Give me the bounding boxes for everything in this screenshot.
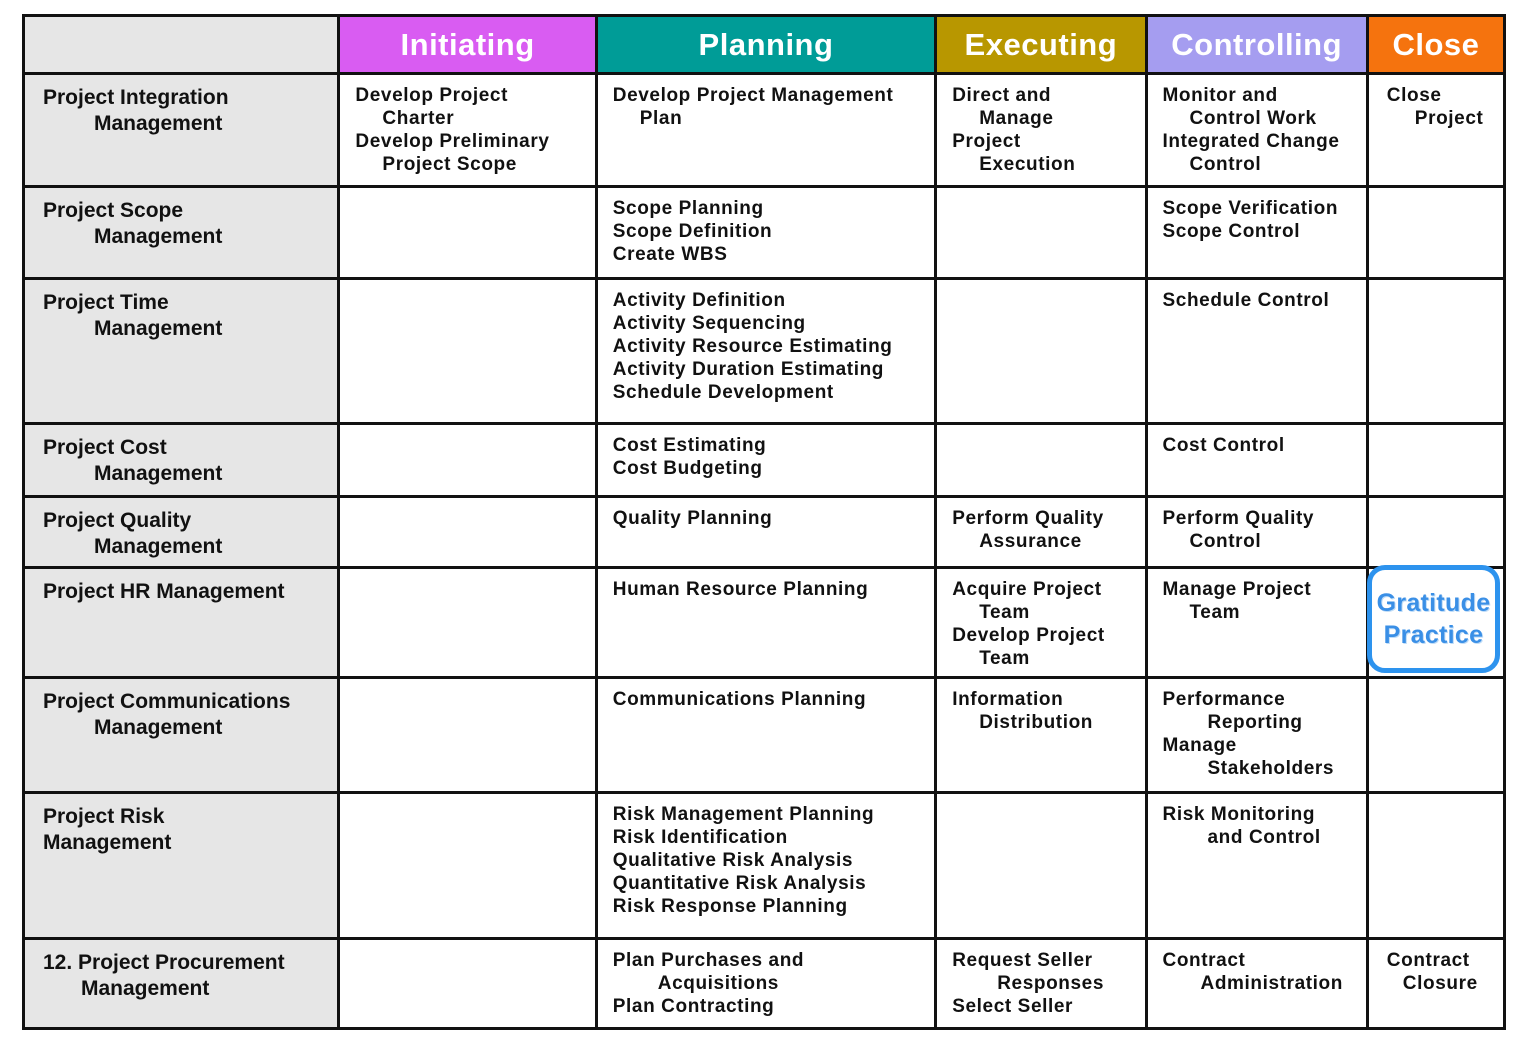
cell-hr-planning: [596, 568, 935, 678]
phase-header-executing: Executing: [936, 16, 1146, 74]
cell-quality-initiating: [339, 497, 596, 568]
process-item: Develop Project: [952, 625, 1105, 646]
process-item: Distribution: [979, 712, 1094, 733]
process-item: Perform Quality: [1162, 508, 1315, 529]
cell-time-initiating: [339, 279, 596, 424]
process-item: Integrated Change: [1162, 131, 1340, 152]
table-row: [24, 424, 1505, 497]
cell-quality-executing: [936, 497, 1146, 568]
process-item: Risk Identification: [612, 827, 788, 848]
cell-quality-planning: [596, 497, 935, 568]
process-item: Performance: [1162, 689, 1286, 710]
cell-quality-close: [1367, 497, 1504, 568]
knowledge-area-time: [24, 279, 339, 424]
area-label: Project Quality: [43, 509, 192, 532]
process-item: Develop Project: [355, 85, 509, 106]
cell-risk-executing: [936, 793, 1146, 939]
phase-header-controlling: Controlling: [1146, 16, 1367, 74]
knowledge-area-quality: [24, 497, 339, 568]
process-item: Information: [952, 689, 1064, 710]
process-item: Risk Monitoring: [1162, 804, 1316, 825]
cell-scope-executing: [936, 187, 1146, 279]
cell-cost-controlling: [1146, 424, 1367, 497]
cell-cost-close: [1367, 424, 1504, 497]
cell-quality-controlling: [1146, 497, 1367, 568]
process-item: Plan: [639, 108, 683, 129]
process-item: Quality Planning: [612, 508, 773, 529]
cell-scope-initiating: [339, 187, 596, 279]
area-label: Project Cost: [43, 436, 167, 459]
cell-cost-executing: [936, 424, 1146, 497]
cell-scope-controlling: [1146, 187, 1367, 279]
cell-hr-executing: [936, 568, 1146, 678]
table-row: [24, 279, 1505, 424]
process-item: Direct and: [952, 85, 1052, 106]
process-item: Team: [1189, 602, 1241, 623]
process-item: Contract: [1386, 950, 1470, 971]
area-label: Management: [94, 535, 223, 558]
knowledge-area-cost: [24, 424, 339, 497]
process-item: Cost Budgeting: [612, 458, 763, 479]
gratitude-label: Gratitude: [1376, 589, 1491, 617]
table-row: [24, 74, 1505, 187]
process-item: Monitor and: [1162, 85, 1278, 106]
cell-scope-planning: [596, 187, 935, 279]
process-item: Closure: [1402, 973, 1478, 994]
cell-hr-initiating: [339, 568, 596, 678]
area-label: Project Risk: [43, 805, 165, 828]
cell-cost-planning: [596, 424, 935, 497]
cell-procurement-close: [1367, 939, 1504, 1029]
cell-time-planning: [596, 279, 935, 424]
process-item: Project: [1414, 108, 1484, 129]
table-row: [24, 678, 1505, 793]
process-item: Control Work: [1189, 108, 1317, 129]
process-item: Manage Project: [1162, 579, 1312, 600]
area-label: Management: [94, 462, 223, 485]
process-item: Scope Verification: [1162, 198, 1339, 219]
process-item: Reporting: [1207, 712, 1303, 733]
cell-scope-close: [1367, 187, 1504, 279]
process-item: Administration: [1200, 973, 1343, 994]
cell-time-executing: [936, 279, 1146, 424]
cell-communications-close: [1367, 678, 1504, 793]
practice-label: Practice: [1383, 621, 1484, 649]
area-label: Management: [94, 112, 223, 135]
process-item: Perform Quality: [952, 508, 1104, 529]
table-row: [24, 793, 1505, 939]
process-item: and Control: [1207, 827, 1321, 848]
gratitude-practice-button[interactable]: [1367, 565, 1500, 673]
phase-header-planning: Planning: [596, 16, 935, 74]
area-label: Project HR Management: [43, 580, 285, 603]
phase-header-close: Close: [1367, 16, 1504, 74]
process-item: Select Seller: [952, 996, 1074, 1017]
process-item: Develop Preliminary: [355, 131, 550, 152]
process-item: Project: [952, 131, 1021, 152]
cell-procurement-executing: [936, 939, 1146, 1029]
process-item: Responses: [997, 973, 1104, 994]
process-item: Schedule Control: [1162, 290, 1330, 311]
process-item: Control: [1189, 154, 1262, 175]
process-item: Project Scope: [382, 154, 517, 175]
process-item: Acquire Project: [952, 579, 1102, 600]
process-item: Risk Management Planning: [612, 804, 875, 825]
cell-cost-initiating: [339, 424, 596, 497]
knowledge-area-hr: [24, 568, 339, 678]
header-row: [24, 16, 1505, 74]
cell-communications-initiating: [339, 678, 596, 793]
process-item: Qualitative Risk Analysis: [612, 850, 854, 871]
knowledge-area-risk: [24, 793, 339, 939]
process-item: Create WBS: [612, 244, 728, 265]
area-label: Management: [81, 977, 210, 1000]
process-item: Team: [979, 648, 1030, 669]
cell-integration-executing: [936, 74, 1146, 187]
area-label: Project Communications: [43, 690, 291, 713]
process-item: Risk Response Planning: [612, 896, 848, 917]
cell-time-close: [1367, 279, 1504, 424]
process-item: Acquisitions: [657, 973, 779, 994]
table-row: [24, 939, 1505, 1029]
phase-header-initiating: Initiating: [339, 16, 596, 74]
process-item: Control: [1189, 531, 1262, 552]
cell-time-controlling: [1146, 279, 1367, 424]
process-item: Plan Purchases and: [612, 950, 805, 971]
process-item: Request Seller: [952, 950, 1093, 971]
process-item: Communications Planning: [612, 689, 867, 710]
cell-integration-initiating: [339, 74, 596, 187]
process-item: Close: [1386, 85, 1442, 106]
process-item: Human Resource Planning: [612, 579, 869, 600]
cell-integration-planning: [596, 74, 935, 187]
cell-risk-controlling: [1146, 793, 1367, 939]
table-row: [24, 568, 1505, 678]
process-item: Stakeholders: [1207, 758, 1335, 779]
process-item: Activity Duration Estimating: [612, 359, 884, 380]
area-label: Management: [43, 831, 172, 854]
knowledge-area-procurement: [24, 939, 339, 1029]
cell-risk-planning: [596, 793, 935, 939]
cell-integration-controlling: [1146, 74, 1367, 187]
cell-communications-executing: [936, 678, 1146, 793]
process-item: Charter: [382, 108, 455, 129]
knowledge-area-communications: [24, 678, 339, 793]
process-item: Activity Definition: [612, 290, 786, 311]
process-item: Contract: [1162, 950, 1246, 971]
process-item: Develop Project Management: [612, 85, 894, 106]
process-item: Quantitative Risk Analysis: [612, 873, 867, 894]
process-item: Scope Control: [1162, 221, 1301, 242]
knowledge-area-scope: [24, 187, 339, 279]
cell-procurement-initiating: [339, 939, 596, 1029]
cell-risk-close: [1367, 793, 1504, 939]
cell-hr-controlling: [1146, 568, 1367, 678]
process-item: Team: [979, 602, 1030, 623]
knowledge-area-integration: [24, 74, 339, 187]
table-row: [24, 497, 1505, 568]
cell-communications-planning: [596, 678, 935, 793]
cell-communications-controlling: [1146, 678, 1367, 793]
process-item: Assurance: [979, 531, 1082, 552]
process-item: Activity Sequencing: [612, 313, 806, 334]
cell-integration-close: [1367, 74, 1504, 187]
cell-risk-initiating: [339, 793, 596, 939]
cell-procurement-controlling: [1146, 939, 1367, 1029]
process-matrix-table: [22, 14, 1506, 1030]
cell-procurement-planning: [596, 939, 935, 1029]
area-label: Project Scope: [43, 199, 184, 222]
header-corner: [24, 16, 339, 74]
process-item: Cost Control: [1162, 435, 1285, 456]
process-item: Manage: [1162, 735, 1237, 756]
process-item: Cost Estimating: [612, 435, 767, 456]
process-item: Activity Resource Estimating: [612, 336, 893, 357]
table-row: [24, 187, 1505, 279]
process-item: Manage: [979, 108, 1054, 129]
area-label: Management: [94, 317, 223, 340]
area-label: Management: [94, 225, 223, 248]
process-item: Scope Planning: [612, 198, 764, 219]
area-label: Management: [94, 716, 223, 739]
area-label: 12. Project Procurement: [43, 951, 285, 974]
process-item: Plan Contracting: [612, 996, 775, 1017]
process-item: Execution: [979, 154, 1076, 175]
process-item: Scope Definition: [612, 221, 773, 242]
area-label: Project Time: [43, 291, 169, 314]
area-label: Project Integration: [43, 86, 229, 109]
process-item: Schedule Development: [612, 382, 834, 403]
